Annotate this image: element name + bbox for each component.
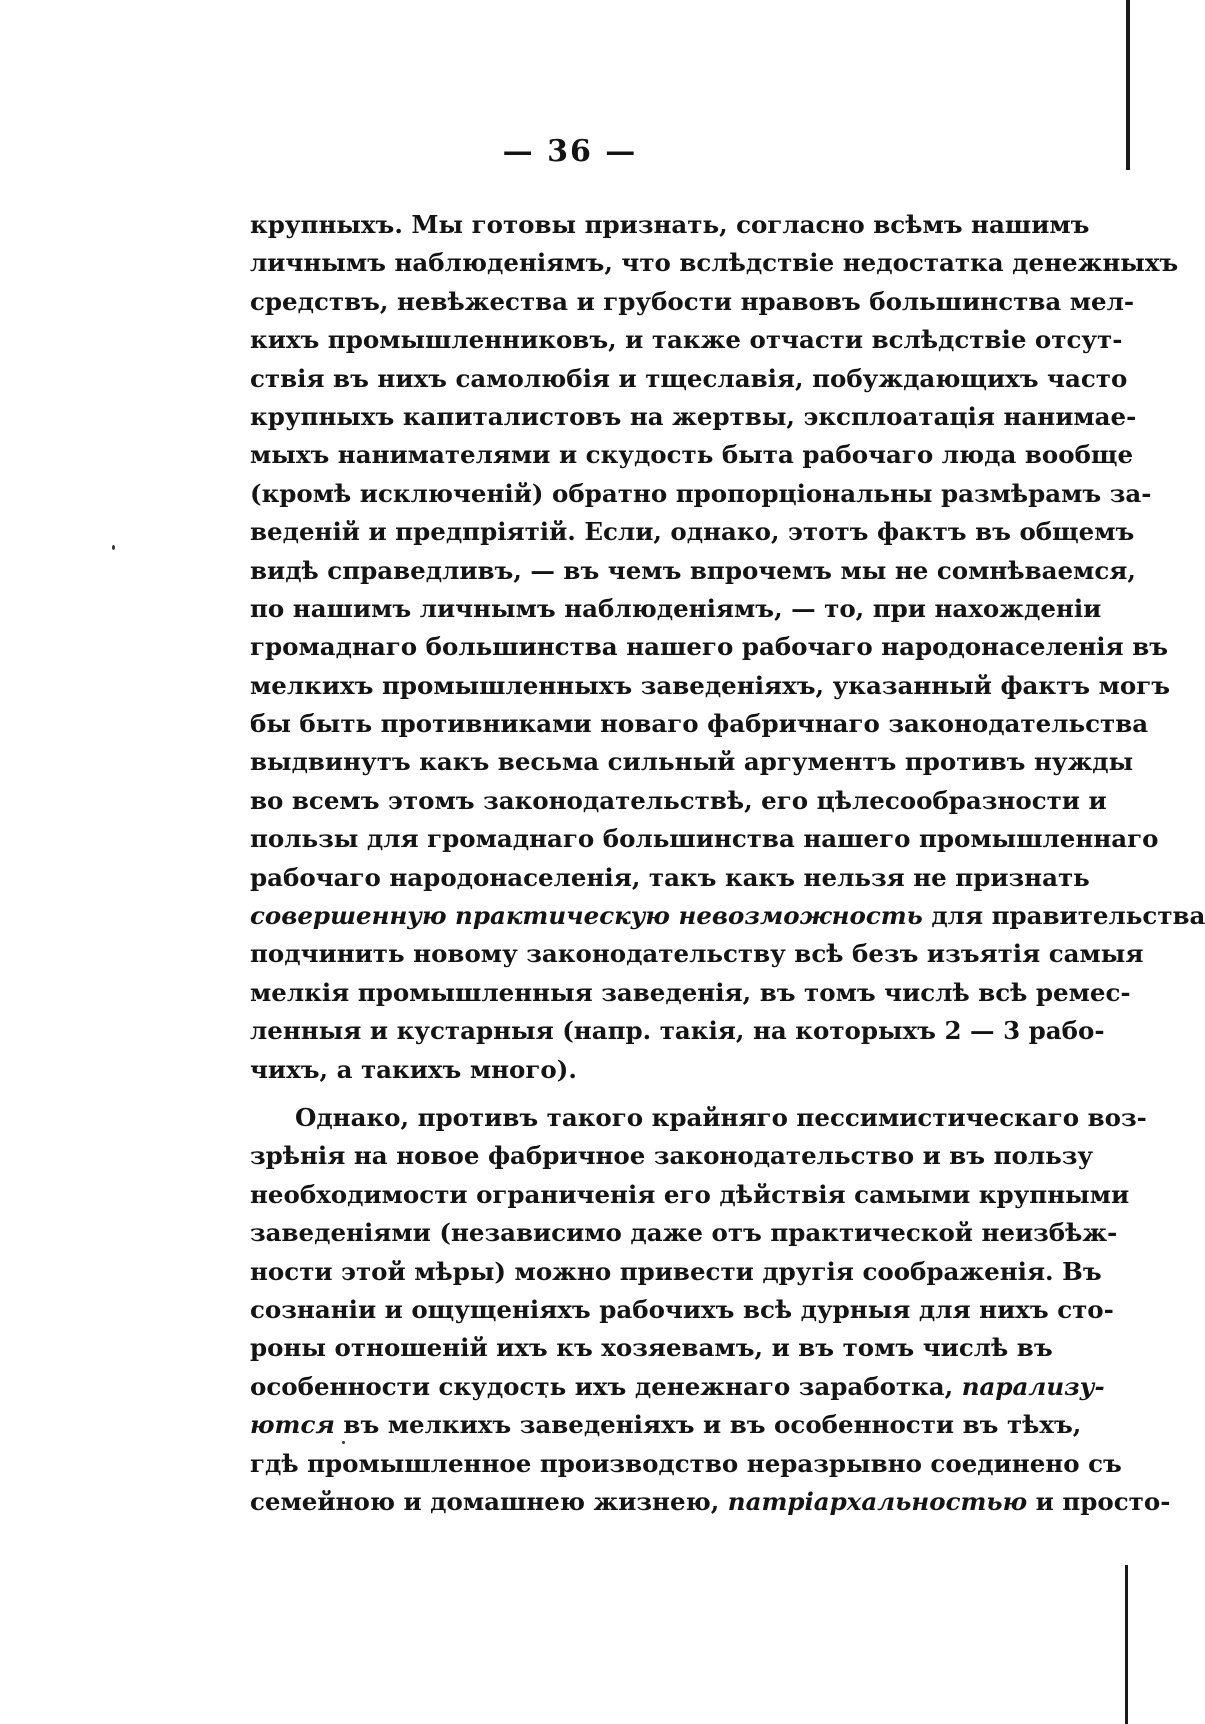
text-line [250,935,1144,973]
text-line [250,1012,1105,1050]
text-segment: сознаніи и ощущеніяхъ рабочихъ всѣ дурныя для нихъ сто- [250,1294,1114,1324]
text-segment: ствія въ нихъ самолюбія и тщеславія, побуждающихъ часто [250,363,1128,393]
text-segment: мелкія промышленныя заведенія, въ томъ числѣ всѣ ремес- [250,977,1131,1007]
text-segment: по нашимъ личнымъ наблюденіямъ, — то, при нахожденіи [250,593,1102,623]
text-line [250,1329,1053,1367]
text-segment: роны отношеній ихъ къ хозяевамъ, и въ томъ числѣ въ [250,1333,1053,1363]
text-segment: рабочаго народонаселенія, такъ какъ нельзя не признать [250,862,1090,892]
text-line [250,398,1137,436]
scan-speck [112,545,115,550]
text-line [250,436,1134,474]
emphasized-text: патріархальностью [727,1486,1028,1516]
text-line [250,705,1149,743]
text-line [250,513,1135,551]
text-line [250,1137,1094,1175]
text-line [250,1253,1102,1291]
text-line [250,820,1159,858]
text-line [250,590,1102,628]
text-line [250,283,1135,321]
text-line [250,1051,1042,1089]
text-segment: Однако, противъ такого крайняго пессимистическаго воз- [295,1102,1147,1132]
text-segment: во всемъ этомъ законодательствѣ, его цѣлесообразности и [250,785,1107,815]
text-line [250,743,1134,781]
text-segment: крупныхъ. Мы готовы признать, согласно всѣмъ нашимъ [250,210,1090,239]
text-segment: ности этой мѣры) можно привести другія соображенія. Въ [250,1256,1102,1286]
text-line [250,1291,1114,1329]
text-line [250,1176,1130,1214]
text-line [250,897,1205,935]
text-segment: зрѣнія на новое фабричное законодательство и въ пользу [250,1141,1094,1171]
text-line [250,206,1090,244]
text-segment: мелкихъ промышленныхъ заведеніяхъ, указанный фактъ могъ [250,670,1171,700]
text-segment: пользы для громаднаго большинства нашего промышленнаго [250,824,1159,854]
text-line [250,667,1171,705]
page-number: — 36 — [502,134,638,169]
page-edge-shadow-bottom [1125,1565,1128,1724]
text-segment: ленныя и кустарныя (напр. такія, на которыхъ 2 — 3 рабо- [250,1016,1105,1046]
text-segment: и просто- [1027,1486,1171,1516]
text-segment: чихъ, а такихъ много). [250,1054,577,1084]
text-segment: крупныхъ капиталистовъ на жертвы, эксплоатація нанимае- [250,401,1137,431]
text-segment: заведеніями (независимо даже отъ практической неизбѣж- [250,1218,1118,1248]
text-line [250,552,1136,590]
emphasized-text: парализу- [961,1371,1105,1401]
paragraph [250,1099,1171,1521]
paragraph [250,206,1205,1089]
text-line [250,244,1179,282]
emphasized-text: совершенную практическую невозможность [250,901,923,931]
text-segment: видѣ справедливъ, — въ чемъ впрочемъ мы не сомнѣваемся, [250,555,1136,585]
text-line [250,1214,1118,1252]
text-segment: кихъ промышленниковъ, и также отчасти вслѣдствіе отсут- [250,325,1123,355]
text-line [250,475,1152,513]
text-line [250,1099,1147,1137]
text-segment: особенности скудость ихъ денежнаго заработка, [250,1371,962,1401]
text-segment: необходимости ограниченія его дѣйствія самыми крупными [250,1179,1130,1209]
text-segment: гдѣ промышленное производство неразрывно соединено съ [250,1448,1122,1478]
text-segment: мыхъ нанимателями и скудость быта рабочаго люда вообще [250,440,1134,470]
text-line [250,628,1169,666]
text-segment: въ мелкихъ заведеніяхъ и въ особенности въ тѣхъ, [334,1410,1082,1440]
text-segment: личнымъ наблюденіямъ, что вслѣдствіе недостатка денежныхъ [250,248,1179,278]
text-segment: веденій и предпріятій. Если, однако, этотъ фактъ въ общемъ [250,517,1135,547]
text-segment: (кромѣ исключеній) обратно пропорціональны размѣрамъ за- [250,478,1152,508]
emphasized-text: ются [250,1410,335,1440]
text-segment: бы быть противниками новаго фабричнаго законодательства [250,709,1149,739]
text-line [250,782,1107,820]
text-segment: семейною и домашнею жизнею, [250,1486,728,1516]
text-line [250,974,1131,1012]
text-segment: средствъ, невѣжества и грубости нравовъ большинства мел- [250,286,1135,316]
text-line [250,1406,1082,1444]
text-line [250,1368,1105,1406]
text-segment: выдвинутъ какъ весьма сильный аргументъ противъ нужды [250,747,1134,777]
body-text [250,206,1205,1521]
text-line [250,1445,1122,1483]
text-segment: громаднаго большинства нашего рабочаго народонаселенія въ [250,632,1169,662]
text-line [250,859,1090,897]
text-segment: для правительства [922,901,1205,931]
text-line [250,360,1128,398]
text-line [250,321,1123,359]
text-segment: подчинить новому законодательству всѣ безъ изъятія самыя [250,939,1144,969]
text-line [250,1483,1171,1521]
